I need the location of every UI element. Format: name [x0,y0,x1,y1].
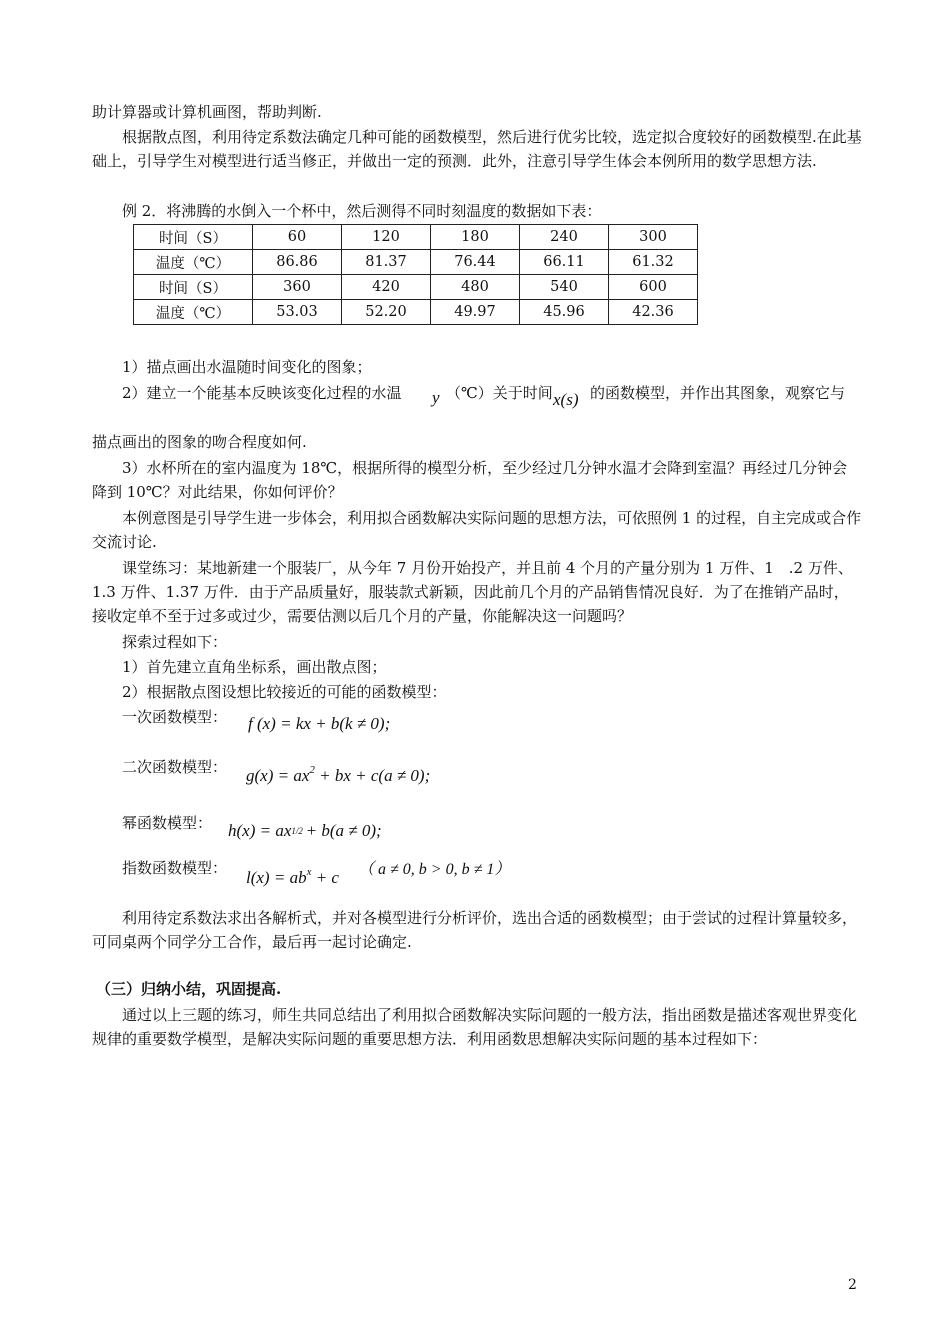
formula-part: + b(a ≠ 0); [301,821,382,840]
table-cell: 61.32 [609,250,698,275]
question-1: 1）描点画出水温随时间变化的图象； [122,358,372,376]
table-row [134,250,698,275]
table-cell: 时间（S） [134,275,253,300]
table-cell: 42.36 [609,300,698,325]
table-cell: 420 [342,275,431,300]
table-row [134,300,698,325]
table-cell: 360 [253,275,342,300]
table-cell: 52.20 [342,300,431,325]
formula-part: + bx + c(a ≠ 0); [314,766,431,785]
temperature-table [133,224,698,325]
table-row [134,225,698,250]
explore-step-2: 2）根据散点图设想比较接近的可能的函数模型： [122,683,447,701]
table-cell: 81.37 [342,250,431,275]
table-cell: 480 [431,275,520,300]
exponential-model-label: 指数函数模型： [122,859,228,877]
page-number: 2 [848,1277,857,1293]
formula-part: l(x) = ab [246,868,307,887]
question-2-part-a: 2）建立一个能基本反映该变化过程的水温 [122,384,402,402]
formula-part: g(x) = ax [246,766,310,785]
table-cell: 76.44 [431,250,520,275]
quadratic-model-label: 二次函数模型： [122,758,228,776]
formula-exponent: 1/2 [291,826,303,836]
linear-model-formula: f (x) = kx + b(k ≠ 0); [248,714,391,733]
power-model-label: 幂函数模型： [122,814,213,832]
table-cell: 53.03 [253,300,342,325]
variable-y: y [432,388,440,407]
table-cell: 49.97 [431,300,520,325]
table-cell: 240 [520,225,609,250]
quadratic-model-formula [246,764,430,786]
formula-exponent: x [306,866,312,878]
linear-model-label: 一次函数模型： [122,708,228,726]
table-cell: 86.86 [253,250,342,275]
example2-intro: 例 2．将沸腾的水倒入一个杯中，然后测得不同时刻温度的数据如下表： [122,202,602,220]
explore-heading: 探索过程如下： [122,633,228,651]
formula-exponent: 2 [309,764,315,776]
table-cell: 温度（℃） [134,250,253,275]
exponential-model-conditions: （ a ≠ 0, b > 0, b ≠ 1） [358,861,511,878]
paragraph-continuation: 助计算器或计算机画图，帮助判断. [92,103,322,121]
method-paragraph: 利用待定系数法求出各解析式，并对各模型进行分析评价，选出合适的函数模型；由于尝试的过程计算量较多，可同桌两个同学分工合作，最后再一起讨论确定. [92,909,858,951]
question-2-part-b: （℃）关于时间 [446,384,553,402]
formula-part: + c [311,868,339,887]
table-cell: 120 [342,225,431,250]
question-3: 3）水杯所在的室内温度为 18℃，根据所得的模型分析，至少经过几分钟水温才会降到室温？再经过几分钟会降到 10℃？对此结果，你如何评价？ [92,459,848,501]
table-cell: 时间（S） [134,225,253,250]
table-cell: 600 [609,275,698,300]
table-cell: 540 [520,275,609,300]
formula-part: h(x) = ax [228,821,292,840]
exponential-model-formula [246,866,339,888]
question-2-part-c: 的函数模型，并作出其图象，观察它与 [590,384,846,402]
variable-x-s: x(s) [553,390,579,409]
class-exercise: 课堂练习：某地新建一个服装厂，从今年 7 月份开始投产，并且前 4 个月的产量分别为 1 万件、1 .2 万件、1.3 万件、1.37 万件．由于产品质量好，服装款式新颖，因此前几个月的产品销售情况良好．为了在推销产品时，接收定单不至于过多或过少，需要估测以后几个月的产量，你能解决这一问题吗？ [92,559,853,625]
summary-paragraph: 通过以上三题的练习，师生共同总结出了利用拟合函数解决实际问题的一般方法，指出函数是描述客观世界变化规律的重要数学模型，是解决实际问题的重要思想方法．利用函数思想解决实际问题的基本过程如下： [92,1006,858,1048]
table-cell: 300 [609,225,698,250]
question-2-part-d: 描点画出的图象的吻合程度如何. [92,433,307,451]
paragraph-method: 根据散点图，利用待定系数法确定几种可能的函数模型，然后进行优劣比较，选定拟合度较好的函数模型.在此基础上，引导学生对模型进行适当修正，并做出一定的预测．此外，注意引导学生体会本例所用的数学思想方法. [92,128,862,170]
table-cell: 45.96 [520,300,609,325]
section-3-title: （三）归纳小结，巩固提高. [96,980,282,998]
example-intent: 本例意图是引导学生进一步体会，利用拟合函数解决实际问题的思想方法，可依照例 1 的过程，自主完成或合作交流讨论. [92,509,862,551]
table-cell: 60 [253,225,342,250]
table-cell: 180 [431,225,520,250]
power-model-formula [228,821,382,841]
explore-step-1: 1）首先建立直角坐标系，画出散点图； [122,658,387,676]
table-cell: 66.11 [520,250,609,275]
table-row [134,275,698,300]
table-cell: 温度（℃） [134,300,253,325]
